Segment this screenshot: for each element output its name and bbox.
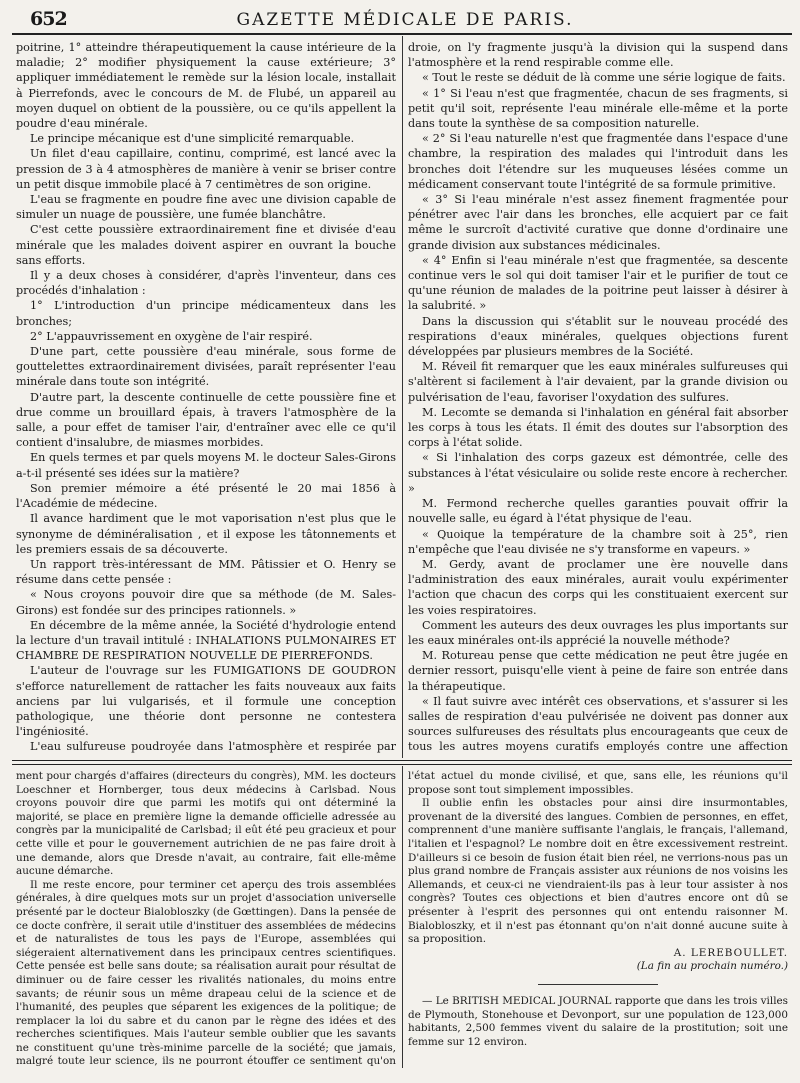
paragraph: En quels termes et par quels moyens M. le docteur Sales-Girons a-t-il présenté ses idées sur la matière? bbox=[16, 451, 396, 480]
divider bbox=[538, 984, 658, 985]
page-number: 652 bbox=[30, 8, 67, 30]
feuilleton-column-left bbox=[16, 770, 396, 1070]
paragraph: Dans la discussion qui s'établit sur le nouveau procédé des respirations d'eaux minérales, quelques objections furent développées par plusieurs membres de la Société. bbox=[408, 314, 788, 359]
header-rule bbox=[12, 33, 792, 35]
paragraph: M. Lecomte se demanda si l'inhalation en général fait absorber les corps à tous les états. Il émit des doutes sur l'absorption des corps à l'état solide. bbox=[408, 405, 788, 450]
news-item: — Le BRITISH MEDICAL JOURNAL rapporte que dans les trois villes de Plymouth, Stonehouse et Devonport, sur une population de 123,000 habitants, 2,500 femmes vivent du salaire de la prostitution; soit une femme sur 12 environ. bbox=[408, 994, 788, 1048]
paragraph: poitrine, 1° atteindre thérapeutiquement la cause intérieure de la maladie; 2° modifier physiquement la cause extérieure; 3° appliquer immédiatement le remède sur la lésion locale, installait à Pierrefonds, avec le concours de M. de Flubé, un appareil au moyen duquel on obtient de la poussière, ou ce qu'ils appellent la poudre d'eau minérale. bbox=[16, 41, 396, 131]
continuation-note: (La fin au prochain numéro.) bbox=[636, 960, 788, 973]
paragraph: L'eau se fragmente en poudre fine avec une division capable de simuler un nuage de poussière, une fumée blanchâtre. bbox=[16, 193, 396, 222]
paragraph: C'est cette poussière extraordinairement fine et divisée d'eau minérale que les malades doivent aspirer en ouvrant la bouche sans efforts. bbox=[16, 223, 396, 267]
paragraph: ment pour chargés d'affaires (directeurs du congrès), MM. les docteurs Loeschner et Hornberger, tous deux médecins à Carlsbad. Nous croyons pouvoir dire que parmi les motifs qui ont déterminé la majorité, se place en première ligne la demande officielle adressée au congrès par la municipalité de Carlsbad; il eût été peu gracieux et pour cette ville et pour le gouvernement autrichien de ne pas faire droit à une demande, alors que Dresde n'avait, au contraire, fait elle-même aucune démarche. bbox=[16, 770, 396, 878]
paragraph: Il y a deux choses à considérer, d'après l'inventeur, dans ces procédés d'inhalation : bbox=[16, 269, 396, 298]
column-divider bbox=[402, 766, 403, 1068]
paragraph: D'une part, cette poussière d'eau minérale, sous forme de gouttelettes extraordinairement divisées, paraît représenter l'eau minérale dans toute son intégrité. bbox=[16, 345, 396, 389]
paragraph: Il avance hardiment que le mot vaporisation n'est plus que le synonyme de déminéralisation , et il expose les tâtonnements et les premiers essais de sa découverte. bbox=[16, 512, 396, 556]
paragraph: « 3° Si l'eau minérale n'est assez finement fragmentée pour pénétrer avec l'air dans les bronches, elle acquiert par ce fait même le surcroît d'activité curative que donne d'ordinaire une grande division aux substances médicinales. bbox=[408, 193, 788, 252]
journal-title: GAZETTE MÉDICALE DE PARIS. bbox=[236, 10, 574, 30]
column-divider bbox=[402, 36, 403, 758]
paragraph: M. Réveil fit remarquer que les eaux minérales sulfureuses qui s'altèrent si facilement à l'air devaient, par la grande division ou pulvérisation de l'eau, favoriser l'oxydation des sulfures. bbox=[408, 360, 788, 404]
paragraph: « 4° Enfin si l'eau minérale n'est que fragmentée, sa descente continue vers le sol qui doit tamiser l'air et le purifier de tout ce qu'une réunion de malades de la poitrine peut laisser à désirer à la salubrité. » bbox=[408, 253, 788, 313]
paragraph: « 1° Si l'eau n'est que fragmentée, chacun de ses fragments, si petit qu'il soit, représente l'eau minérale elle-même et la porte dans toute la synthèse de sa composition naturelle. bbox=[408, 86, 788, 131]
paragraph: « Il faut suivre avec intérêt ces observations, et s'assurer si les salles de respiration d'eau pulvérisée ne doivent pas donner aux sources sulfureuses des résultats plus encourageants que ceux de tous les autres moyens curatifs employés contre une affection bbox=[408, 694, 788, 754]
paragraph: L'auteur de l'ouvrage sur les FUMIGATIONS DE GOUDRON s'efforce naturellement de rattacher les faits nouveaux aux faits anciens par lui vulgarisés, et il formule une conception pathologique, une théorie dont personne ne contestera l'ingéniosité. bbox=[16, 664, 396, 739]
paragraph: D'autre part, la descente continuelle de cette poussière fine et drue comme un brouillard épais, à travers l'atmosphère de la salle, a pour effet de tamiser l'air, d'entraîner avec elle ce qu'il contient d'insalubre, de miasmes morbides. bbox=[16, 390, 396, 450]
paragraph: Comment les auteurs des deux ouvrages les plus importants sur les eaux minérales ont-ils apprécié la nouvelle méthode? bbox=[408, 618, 788, 647]
paragraph: Un rapport très-intéressant de MM. Pâtissier et O. Henry se résume dans cette pensée : bbox=[16, 557, 396, 587]
section-rule bbox=[12, 760, 792, 765]
paragraph: 1° L'introduction d'un principe médicamenteux dans les bronches; bbox=[16, 299, 396, 328]
paragraph: Le principe mécanique est d'une simplicité remarquable. bbox=[30, 132, 355, 146]
author-signature: A. LEREBOULLET. bbox=[673, 946, 788, 959]
paragraph: M. Rotureau pense que cette médication ne peut être jugée en dernier ressort, puisqu'elle vient à peine de faire son entrée dans la thérapeutique. bbox=[408, 649, 788, 693]
paragraph: Son premier mémoire a été présenté le 20 mai 1856 à l'Académie de médecine. bbox=[16, 481, 396, 511]
article-column-left bbox=[16, 40, 396, 756]
paragraph: l'état actuel du monde civilisé, et que, sans elle, les réunions qu'il propose sont tout simplement impossibles. bbox=[408, 770, 788, 796]
paragraph: « 2° Si l'eau naturelle n'est que fragmentée dans l'espace d'une chambre, la respiration des malades qui l'introduit dans les bronches doit l'étendre sur les muqueuses lésées comme un médicament conservant toute l'intégrité de sa formule primitive. bbox=[408, 132, 788, 191]
paragraph: « Si l'inhalation des corps gazeux est démontrée, celle des substances à l'état vésiculaire ou solide reste encore à rechercher. » bbox=[408, 451, 788, 495]
paragraph: Il me reste encore, pour terminer cet aperçu des trois assemblées générales, à dire quelques mots sur un projet d'association universelle présenté par le docteur Bialobloszky (de Gœttingen). Dans la pensée de ce docte confrère, il serait utile d'instituer des assemblées de médecins et de naturalistes de tous les pays de l'Europe, assemblées qui siégeraient alternativement dans les principaux centres scientifiques. Cette pensée est belle sans doute; sa réalisation aurait pour résultat de diminuer ou de faire cesser les rivalités nationales, du moins entre savants; de réunir sous un même drapeau celui de la science et de l'humanité, des peuples que séparent les exigences de la politique; de remplacer la loi du sabre et du canon par le règne des idées et des recherches scientifiques. Mais l'auteur semble oublier que les savants ne constituent qu'une très-minime parcelle de la société; que jamais, malgré toute leur science, ils ne pourront étouffer ce sentiment qu'on bbox=[16, 878, 396, 1068]
feuilleton-column-right bbox=[408, 770, 788, 1070]
paragraph: Il oublie enfin les obstacles pour ainsi dire insurmontables, provenant de la diversité des langues. Combien de personnes, en effet, comprennent d'une manière suffisante l'anglais, le français, l'allemand, l'italien et l'espagnol? Le nombre doit en être excessivement restreint. D'ailleurs si ce besoin de fusion était bien réel, ne verrions-nous pas un plus grand nombre de Français assister aux réunions de nos voisins les Allemands, et ceux-ci ne viendraient-ils pas à leur tour assister à nos congrès? Toutes ces objections et bien d'autres encore ont dû se présenter à l'esprit des personnes qui ont entendu raisonner M. Bialobloszky, et il n'est pas étonnant qu'on n'ait donné aucune suite à sa proposition. bbox=[408, 797, 788, 946]
paragraph: 2° L'appauvrissement en oxygène de l'air respiré. bbox=[30, 329, 313, 343]
page-header bbox=[30, 8, 780, 30]
paragraph: En décembre de la même année, la Société d'hydrologie entend la lecture d'un travail intitulé : INHALATIONS PULMONAIRES ET CHAMBRE DE RESPIRATION NOUVELLE DE PIERREFONDS. bbox=[16, 618, 396, 663]
paragraph: M. Gerdy, avant de proclamer une ère nouvelle dans l'administration des eaux minérales, aurait voulu expérimenter l'action que chacun des corps qui les constituaient exercent sur les voies respiratoires. bbox=[408, 557, 788, 617]
paragraph: droie, on l'y fragmente jusqu'à la division qui la suspend dans l'atmosphère et la rend respirable comme elle. bbox=[408, 41, 788, 70]
paragraph: Un filet d'eau capillaire, continu, comprimé, est lancé avec la pression de 3 à 4 atmosphères de manière à venir se briser contre un petit disque immobile placé à 7 centimètres de son origine. bbox=[16, 147, 396, 191]
paragraph: L'eau sulfureuse poudroyée dans l'atmosphère et respirée par bbox=[30, 740, 396, 754]
paragraph: « Quoique la température de la chambre soit à 25°, rien n'empêche que l'eau divisée ne s'y transforme en vapeurs. » bbox=[408, 527, 788, 556]
paragraph: « Tout le reste se déduit de là comme une série logique de faits. bbox=[422, 71, 786, 85]
paragraph: M. Fermond recherche quelles garanties pouvait offrir la nouvelle salle, eu égard à l'état physique de l'eau. bbox=[408, 497, 788, 526]
article-column-right bbox=[408, 40, 788, 756]
paragraph: « Nous croyons pouvoir dire que sa méthode (de M. Sales-Girons) est fondée sur des principes rationnels. » bbox=[16, 588, 396, 617]
